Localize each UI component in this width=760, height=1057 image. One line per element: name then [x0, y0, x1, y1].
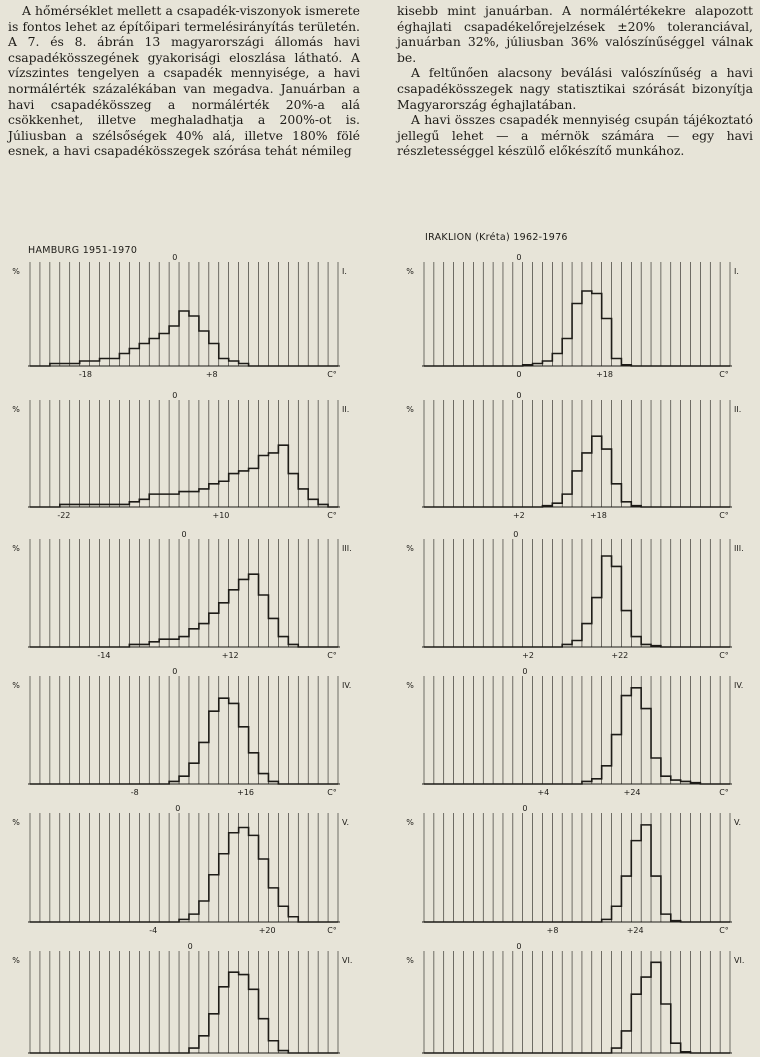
zero-label: 0	[181, 530, 187, 539]
x-tick-label: -22	[57, 511, 71, 520]
histogram-bars	[424, 556, 730, 647]
zero-label: 0	[172, 253, 178, 262]
x-tick-label: -4	[149, 926, 158, 935]
month-label: VI.	[342, 956, 353, 965]
month-label: IV.	[734, 681, 744, 690]
x-tick-label: +16	[237, 788, 255, 797]
month-label: I.	[734, 267, 739, 276]
x-unit-label: C°	[719, 370, 729, 379]
x-unit-label: C°	[327, 511, 337, 520]
x-unit-label: C°	[719, 651, 729, 660]
month-label: II.	[342, 405, 350, 414]
histogram-bars	[424, 688, 730, 784]
x-tick-label: +4	[537, 788, 550, 797]
y-unit-label: %	[406, 681, 414, 690]
histogram-bars	[30, 445, 338, 507]
y-unit-label: %	[406, 405, 414, 414]
month-label: I.	[342, 267, 347, 276]
y-unit-label: %	[12, 544, 20, 553]
paragraph: A hőmérséklet mellett a csapadék-viszonyok ismerete is fontos lehet az építőipari termelésirányítás területén. A 7. és 8. ábrán 13 magyarországi állomás havi csapadékösszegének gyakorisági eloszlása látható. A vízszintes tengelyen a csapadék mennyisége, a havi normálérték százalékában van megadva. Januárban a havi csapadékösszeg a normálérték 20%-a alá csökkenhet, illetve meghaladhatja a 200%-ot is. Júliusban a szélsőségek 40% alá, illetve 180% fölé esnek, a havi csapadékösszegek szórása tehát némileg	[8, 3, 360, 159]
y-unit-label: %	[406, 818, 414, 827]
x-unit-label: C°	[327, 370, 337, 379]
zero-label: 0	[513, 530, 519, 539]
histogram-bars	[424, 825, 730, 922]
histogram-bars	[30, 972, 338, 1053]
month-label: III.	[734, 544, 744, 553]
x-tick-label: +24	[623, 788, 641, 797]
month-label: II.	[734, 405, 742, 414]
x-tick-label: 0	[516, 370, 522, 379]
figure-title-hamburg: HAMBURG 1951-1970	[28, 245, 138, 256]
paragraph: A havi összes csapadék mennyiség csupán tájékoztató jellegű lehet — a mérnök számára — egy havi részletességgel készülő előkészítő munkához.	[397, 112, 753, 159]
month-label: IV.	[342, 681, 352, 690]
x-tick-label: +2	[512, 511, 525, 520]
paragraph: A feltűnően alacsony beválási valószínűség a havi csapadékösszegek nagy statisztikai szórását bizonyítja Magyarország éghajlatában.	[397, 65, 753, 112]
x-tick-label: +2	[522, 651, 534, 660]
zero-label: 0	[522, 804, 528, 813]
x-tick-label: -8	[130, 788, 139, 797]
y-unit-label: %	[12, 818, 20, 827]
x-tick-label: -14	[97, 651, 111, 660]
y-unit-label: %	[406, 956, 414, 965]
histogram-bars	[30, 698, 338, 784]
x-unit-label: C°	[719, 511, 729, 520]
y-unit-label: %	[12, 267, 20, 276]
x-tick-label: +8	[546, 926, 559, 935]
x-unit-label: C°	[327, 788, 337, 797]
x-tick-label: +10	[212, 511, 230, 520]
histogram-bars	[30, 828, 338, 923]
zero-label: 0	[516, 391, 522, 400]
zero-label: 0	[172, 667, 178, 676]
x-tick-label: +18	[596, 370, 613, 379]
x-unit-label: C°	[719, 926, 729, 935]
zero-label: 0	[516, 942, 522, 951]
x-tick-label: -18	[78, 370, 92, 379]
x-tick-label: +8	[205, 370, 218, 379]
y-unit-label: %	[12, 405, 20, 414]
month-label: VI.	[734, 956, 745, 965]
y-unit-label: %	[12, 956, 20, 965]
figure-title-iraklion: IRAKLION (Kréta) 1962-1976	[425, 232, 568, 243]
histogram-bars	[424, 291, 730, 366]
paragraph: kisebb mint januárban. A normálértékekre alapozott éghajlati csapadékelőrejelzések ±20% toleranciával, januárban 32%, júliusban 36% valószínűséggel válnak be.	[397, 3, 753, 65]
x-tick-label: +24	[626, 926, 644, 935]
histogram-bars	[424, 436, 730, 507]
y-unit-label: %	[406, 267, 414, 276]
x-tick-label: +12	[221, 651, 239, 660]
histogram-bars	[30, 574, 338, 647]
x-tick-label: +20	[258, 926, 276, 935]
zero-label: 0	[172, 391, 178, 400]
x-unit-label: C°	[327, 926, 337, 935]
histogram-bars	[30, 311, 338, 366]
x-unit-label: C°	[719, 788, 729, 797]
x-tick-label: +22	[611, 651, 629, 660]
zero-label: 0	[187, 942, 193, 951]
month-label: III.	[342, 544, 352, 553]
zero-label: 0	[516, 253, 522, 262]
month-label: V.	[734, 818, 741, 827]
month-label: V.	[342, 818, 349, 827]
y-unit-label: %	[12, 681, 20, 690]
y-unit-label: %	[406, 544, 414, 553]
zero-label: 0	[522, 667, 528, 676]
zero-label: 0	[175, 804, 181, 813]
x-unit-label: C°	[327, 651, 337, 660]
x-tick-label: +18	[589, 511, 607, 520]
histogram-bars	[424, 962, 730, 1053]
